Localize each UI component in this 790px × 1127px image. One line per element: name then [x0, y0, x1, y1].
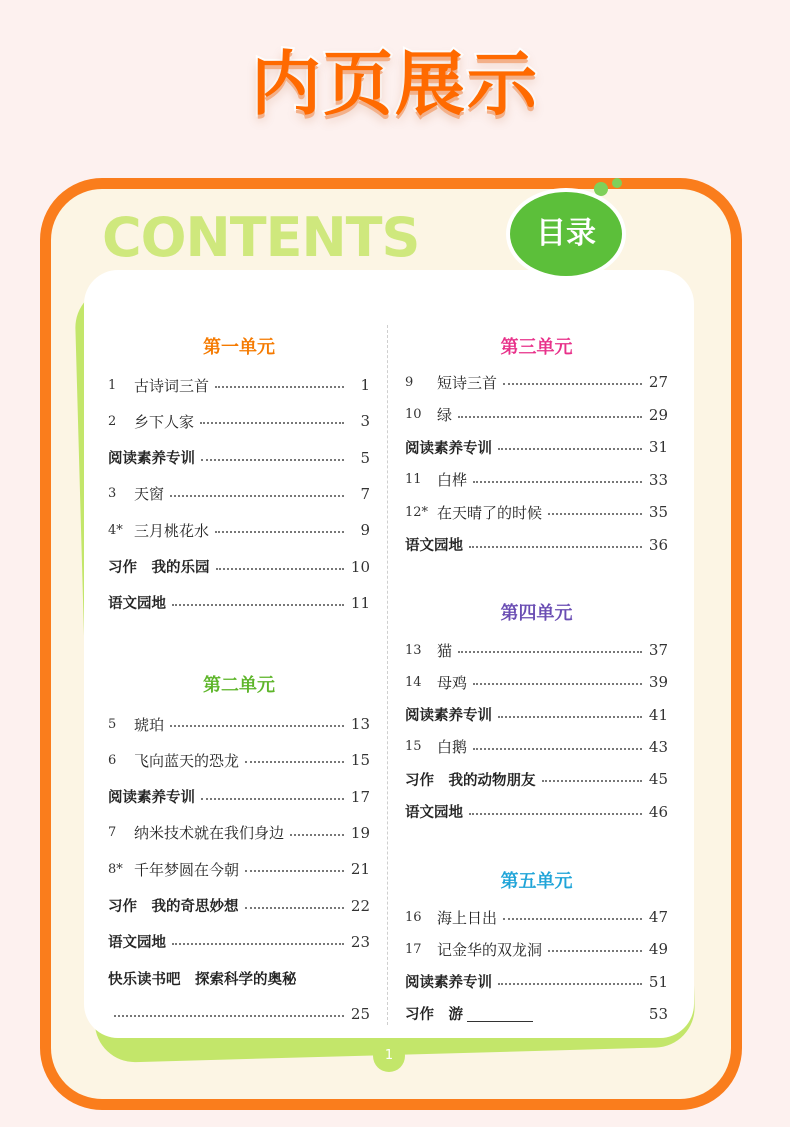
page-ref: 45: [648, 770, 668, 789]
lesson-title: 母鸡: [437, 673, 468, 692]
lesson-number: 15: [405, 739, 422, 755]
lesson-number: 7: [108, 825, 117, 841]
lesson-title: 习作 我的乐园: [108, 560, 210, 576]
unit-heading: 第二单元: [203, 675, 275, 696]
page-banner-title: 内页展示: [251, 43, 539, 125]
badge-dot-icon: [612, 178, 622, 188]
page-ref: 7: [360, 484, 370, 503]
toc-entry[interactable]: [108, 930, 370, 954]
page-ref: 23: [350, 932, 370, 951]
unit-heading: 第三单元: [500, 337, 573, 358]
lesson-number: 14: [405, 674, 422, 690]
dot-leader: [473, 481, 642, 483]
toc-entry[interactable]: [108, 482, 370, 506]
toc-entry[interactable]: [108, 821, 370, 845]
page-ref: 51: [648, 972, 668, 991]
dot-leader: [548, 513, 642, 515]
dot-leader: [473, 748, 642, 750]
lesson-title: 纳米技术就在我们身边: [134, 824, 285, 843]
lesson-title: 阅读素养专训: [405, 708, 492, 725]
page-ref: 15: [350, 751, 370, 770]
toc-entry[interactable]: [108, 785, 370, 809]
page-ref: 17: [350, 787, 370, 806]
lesson-title: 琥珀: [134, 715, 165, 734]
lesson-number: 10: [405, 407, 422, 422]
lesson-number: 12*: [405, 504, 429, 520]
lesson-title: 天窗: [134, 485, 165, 504]
toc-entry[interactable]: [108, 518, 370, 542]
badge-dot-icon: [594, 182, 608, 196]
lesson-title: 阅读素养专训: [405, 440, 492, 457]
toc-entry[interactable]: [108, 409, 370, 433]
lesson-title: 白桦: [437, 471, 468, 489]
dot-leader: [498, 448, 642, 450]
lesson-title: 习作 游: [405, 1007, 463, 1024]
toc-entry[interactable]: [405, 533, 668, 557]
unit-heading: 第五单元: [500, 871, 573, 892]
dot-leader: [469, 546, 642, 548]
toc-entry[interactable]: [108, 446, 370, 470]
dot-leader: [458, 416, 642, 418]
dot-leader: [469, 813, 642, 815]
lesson-number: 2: [108, 413, 117, 429]
lesson-title: 在天晴了的时候: [437, 503, 543, 522]
toc-entry[interactable]: [405, 937, 668, 961]
toc-entry[interactable]: [108, 373, 370, 397]
dot-leader: [216, 568, 345, 570]
lesson-number: 16: [405, 909, 422, 925]
lesson-title: 习作 我的奇思妙想: [108, 899, 239, 915]
lesson-number: 4*: [108, 522, 123, 538]
toc-entry[interactable]: [405, 403, 668, 427]
page-ref: 13: [350, 715, 370, 733]
dot-leader: [215, 386, 344, 388]
toc-entry[interactable]: [405, 500, 668, 524]
toc-entry[interactable]: [405, 905, 668, 929]
toc-entry[interactable]: [108, 555, 370, 579]
dot-leader: [201, 459, 344, 461]
toc-entry[interactable]: [405, 703, 668, 727]
lesson-title: 习作 我的动物朋友: [405, 772, 536, 789]
dot-leader: [170, 495, 344, 497]
toc-entry[interactable]: [405, 468, 668, 492]
page-ref: 33: [648, 470, 668, 489]
page-ref: 53: [648, 1004, 668, 1023]
page-ref: 31: [648, 438, 668, 456]
dot-leader: [200, 422, 344, 424]
lesson-number: 6: [108, 752, 117, 768]
lesson-number: 3: [108, 486, 117, 502]
toc-entry[interactable]: [108, 712, 370, 736]
lesson-number: 9: [405, 374, 414, 390]
lesson-number: 5: [108, 716, 117, 732]
page-ref: 10: [350, 557, 370, 576]
page-ref: 27: [648, 373, 668, 391]
page-ref: 47: [648, 908, 668, 926]
toc-entry[interactable]: [405, 1002, 668, 1026]
toc-entry[interactable]: [108, 1002, 370, 1026]
dot-leader: [498, 983, 642, 985]
toc-entry[interactable]: [405, 735, 668, 759]
lesson-number: 13: [405, 642, 422, 658]
dot-leader: [503, 918, 642, 920]
lesson-title: 语文园地: [405, 805, 463, 821]
lesson-title: 三月桃花水: [134, 521, 210, 540]
toc-entry[interactable]: [405, 800, 668, 824]
lesson-title: 快乐读书吧 探索科学的奥秘: [108, 971, 297, 988]
toc-entry[interactable]: [405, 970, 668, 994]
page-ref: 46: [648, 802, 668, 821]
lesson-title: 语文园地: [108, 935, 166, 952]
page-ref: 1: [360, 376, 370, 394]
dot-leader: [473, 683, 642, 685]
dot-leader: [458, 651, 642, 653]
dot-leader: [201, 798, 344, 800]
lesson-title: 千年梦圆在今朝: [134, 860, 240, 879]
page-ref: 11: [350, 593, 370, 612]
toc-entry[interactable]: [108, 857, 370, 881]
page-ref: 29: [648, 405, 668, 424]
dot-leader: [542, 780, 643, 782]
toc-entry[interactable]: [405, 370, 668, 394]
page-ref: 43: [648, 737, 668, 756]
dot-leader: [245, 870, 344, 872]
page-ref: 22: [350, 896, 370, 915]
column-divider: [387, 325, 388, 1025]
lesson-number: 11: [405, 472, 422, 487]
dot-leader: [498, 716, 642, 718]
toc-entry[interactable]: [108, 591, 370, 615]
dot-leader: [548, 950, 642, 952]
toc-badge: 目录: [510, 192, 622, 276]
lesson-number: 8*: [108, 861, 123, 877]
lesson-number: 17: [405, 941, 422, 957]
toc-entry[interactable]: [108, 894, 370, 918]
lesson-title: 语文园地: [405, 538, 463, 554]
dot-leader: [215, 531, 344, 533]
dot-leader: [245, 761, 344, 763]
page-ref: 25: [350, 1005, 370, 1024]
page-ref: 36: [648, 535, 668, 554]
unit-heading: 第四单元: [500, 603, 573, 624]
lesson-title: 古诗词三首: [134, 376, 210, 395]
page-ref: 41: [648, 705, 668, 724]
dot-leader: [172, 943, 344, 945]
page-ref: 49: [648, 940, 668, 959]
toc-entry[interactable]: [405, 670, 668, 694]
page-ref: 5: [360, 448, 370, 467]
dot-leader: [503, 383, 642, 385]
page-number: 1: [373, 1040, 405, 1072]
lesson-title: 阅读素养专训: [405, 975, 492, 992]
dot-leader: [245, 907, 345, 909]
lesson-number: 1: [108, 377, 117, 393]
lesson-title: 白鹅: [437, 738, 468, 757]
page-ref: 19: [350, 823, 370, 842]
contents-heading: CONTENTS: [102, 206, 420, 269]
dot-leader: [114, 1015, 344, 1017]
page-ref: 37: [648, 641, 668, 659]
lesson-title: 阅读素养专训: [108, 451, 195, 468]
dot-leader: [172, 604, 344, 606]
unit-heading: 第一单元: [203, 337, 275, 358]
lesson-title: 猫: [437, 641, 453, 660]
lesson-title: 记金华的双龙洞: [437, 940, 543, 959]
toc-entry[interactable]: [405, 767, 668, 791]
toc-entry[interactable]: [108, 966, 370, 990]
dot-leader: [170, 725, 344, 727]
lesson-title: 绿: [437, 406, 453, 424]
page-ref: 35: [648, 503, 668, 521]
lesson-title: 乡下人家: [134, 412, 195, 431]
lesson-title: 语文园地: [108, 596, 166, 613]
toc-entry[interactable]: [405, 638, 668, 662]
fill-in-blank: [467, 1005, 533, 1022]
page-ref: 21: [350, 860, 370, 879]
toc-entry[interactable]: [108, 748, 370, 772]
page-ref: 39: [648, 673, 668, 692]
lesson-title: 阅读素养专训: [108, 790, 195, 807]
toc-entry[interactable]: [405, 435, 668, 459]
page-ref: 9: [360, 521, 370, 540]
dot-leader: [290, 834, 344, 836]
lesson-title: 飞向蓝天的恐龙: [134, 751, 240, 770]
page-ref: 3: [360, 412, 370, 431]
lesson-title: 海上日出: [437, 908, 498, 927]
lesson-title: 短诗三首: [437, 373, 498, 392]
